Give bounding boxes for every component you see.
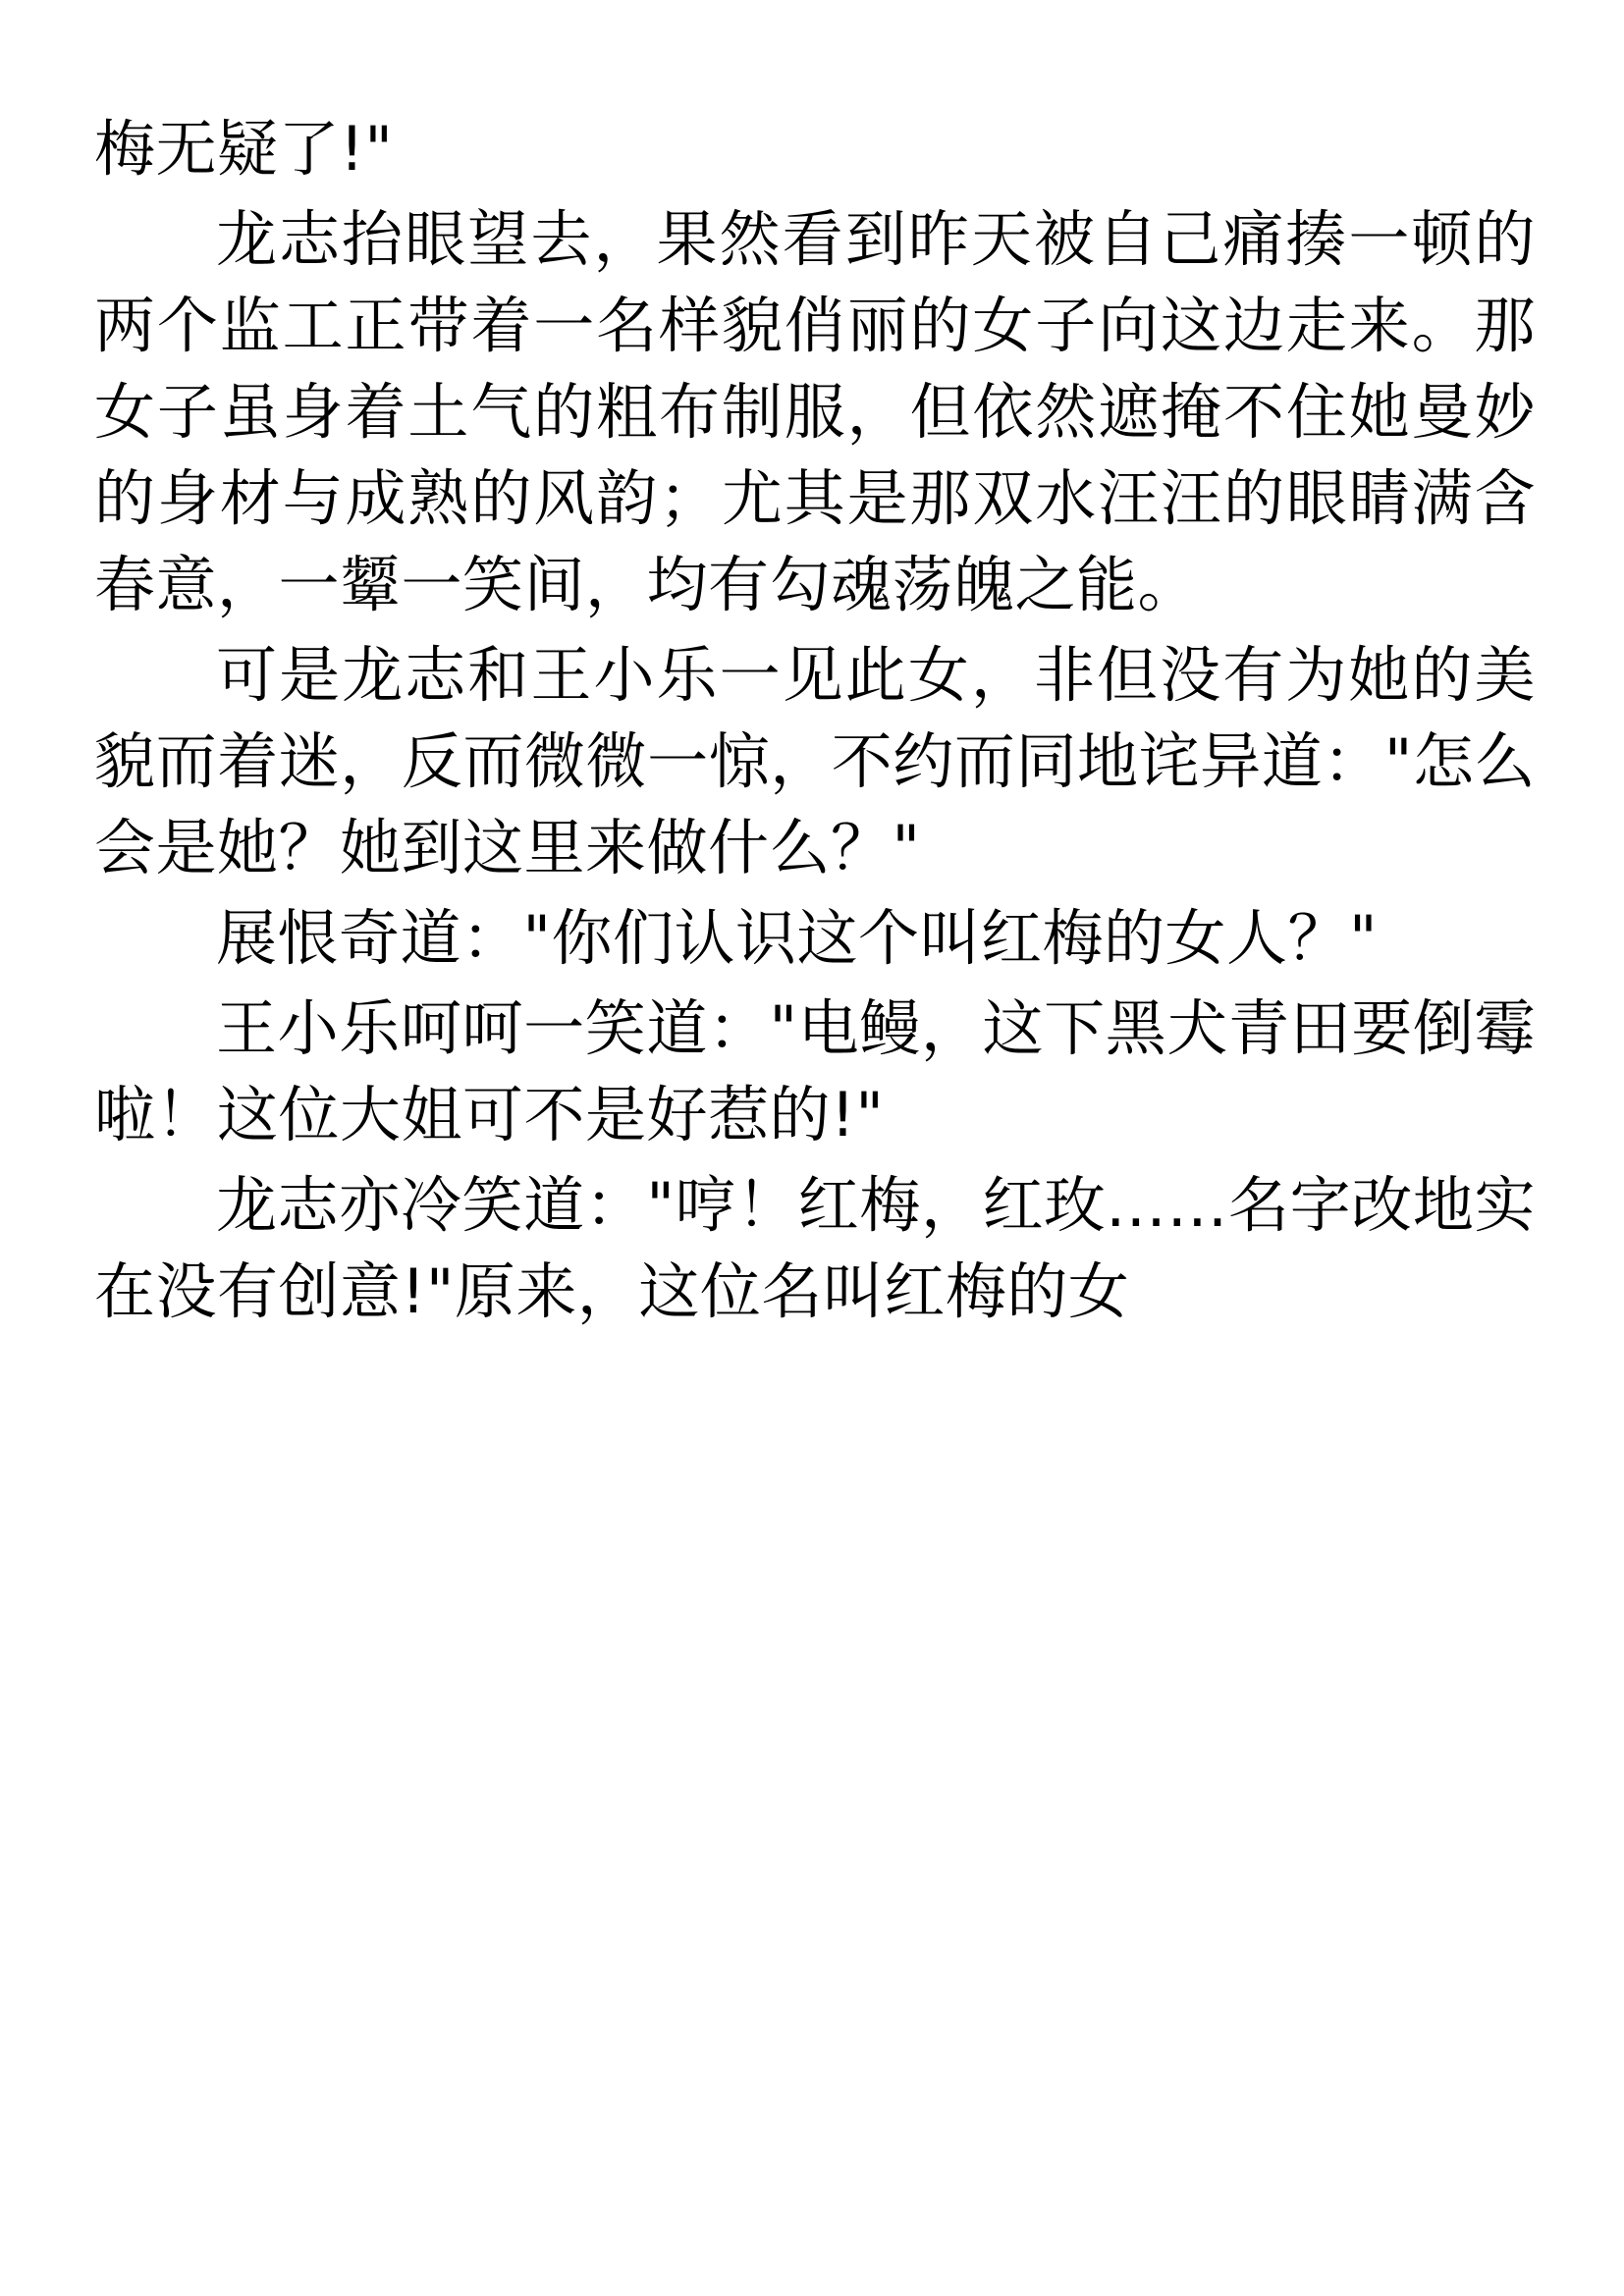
paragraph-3: 可是龙志和王小乐一见此女，非但没有为她的美貌而着迷，反而微微一惊，不约而同地诧异道："怎么会是她？她到这里来做什么？" [94, 639, 1536, 884]
paragraph-4: 展恨奇道："你们认识这个叫红梅的女人？" [216, 902, 1379, 975]
paragraph-1: 梅无疑了!" [94, 113, 394, 185]
paragraph-2: 龙志抬眼望去，果然看到昨天被自己痛揍一顿的两个监工正带着一名样貌俏丽的女子向这边走来。那女子虽身着土气的粗布制服，但依然遮掩不住她曼妙的身材与成熟的风韵；尤其是那双水汪汪的眼睛满含春意，一颦一笑间，均有勾魂荡魄之能。 [94, 203, 1536, 621]
paragraph-5: 王小乐呵呵一笑道："电鳗，这下黑犬青田要倒霉啦！这位大姐可不是好惹的!" [94, 992, 1536, 1151]
paragraph-6: 龙志亦冷笑道："哼！红梅，红玫……名字改地实在没有创意!"原来，这位名叫红梅的女 [94, 1169, 1536, 1328]
text-column [94, 106, 1536, 1339]
